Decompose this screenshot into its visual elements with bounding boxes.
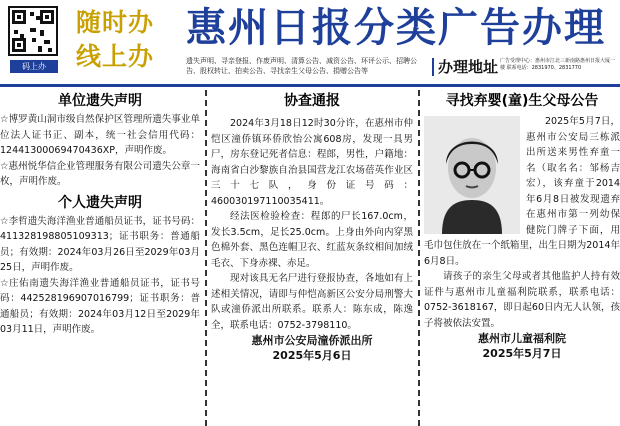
investigation-notice-column xyxy=(211,90,413,426)
abandoned-child-heading: 寻找弃婴(童)生父母公告 xyxy=(445,93,599,109)
lost-notice: ☆惠州悦华信企业管理服务有限公司遗失公章一枚，声明作废。 xyxy=(0,160,200,187)
notice-paragraph: 经法医检验检查：程郎的尸长167.0cm，发长3.5cm，足长25.0cm。上身由外向内穿黑色棉外套、黑色连帽卫衣、红蓝灰条纹相间加绒毛衣、下身赤裸、赤足。 xyxy=(211,211,413,269)
page-title: 惠州日报分类广告办理 xyxy=(186,4,606,51)
qr-caption: 码上办 xyxy=(10,60,58,73)
child-photo xyxy=(424,116,520,234)
unit-lost-heading: 单位遗失声明 xyxy=(58,93,142,109)
notice-paragraph: 2025年5月7日，惠州市公安局三栋派出所送来男性弃童一名（取名名：邹杨吉宏），该弃童于2014年6月8日被发现遗弃在惠州市第一列幼保健院门牌子下面，用毛巾包住放在一个纸箱里，出生日期为2014年6月8日。 xyxy=(424,116,620,267)
notice-paragraph: 2024年3月18日12时30分许，在惠州市仲恺区潼侨镇环侨欣怡公寓608房，发现一具男尸，房东登记死者信息：程郎，男性，户籍地：海南省白沙黎族自治县国营龙江农场蓓英作业区三十七队，身份证号码：460030197110035411。 xyxy=(211,118,413,207)
column-divider-1 xyxy=(205,90,207,426)
issue-date: 2025年5月6日 xyxy=(272,349,352,362)
lost-declarations-column xyxy=(0,90,200,426)
lost-notice: ☆李哲遗失海洋渔业普通船员证书，证书号码：411328198805109313；证书职务：普通船员；有效期：2024年03月26日至2029年03月25日，声明作废。 xyxy=(0,215,200,273)
address-label: 办理地址 xyxy=(432,58,498,76)
newspaper-header xyxy=(0,0,620,88)
abandoned-child-column xyxy=(424,90,620,426)
issuer-signature: 惠州市儿童福利院 xyxy=(478,332,566,345)
lost-notice: ☆博罗黄山洞市级自然保护区管理所遗失事业单位法人证书正、副本，统一社会信用代码：12441300069470436XP，声明作废。 xyxy=(0,114,200,156)
notice-paragraph: 请孩子的亲生父母或者其他监护人持有效证件与惠州市儿童福利院联系，联系电话：0752-3618167，即日起60日内无人认领，孩子将被依法安置。 xyxy=(424,271,620,329)
contact-info: 广告受理中心：惠州市江北三新南路惠州日报大厦一楼 联系电话：2831970、2831770 xyxy=(500,58,616,71)
qr-code-icon[interactable] xyxy=(8,6,58,56)
issuer-signature: 惠州市公安局潼侨派出所 xyxy=(251,334,373,347)
personal-lost-heading: 个人遗失声明 xyxy=(58,194,142,211)
slogan-line-1: 随时办 xyxy=(76,8,155,37)
column-divider-2 xyxy=(418,90,420,426)
slogan xyxy=(76,6,172,74)
lost-notice: ☆庄佑南遗失海洋渔业普通船员证书，证书号码：442528196907016799；证书职务：普通船员；有效期：2024年03月12日至2029年03月11日，声明作废。 xyxy=(0,277,200,335)
issue-date: 2025年5月7日 xyxy=(482,347,562,360)
notice-paragraph: 现对该具无名尸进行登报协查，各地如有上述相关情况，请即与仲恺高新区公安分局刑警大队或潼侨派出所联系。联系人：陈东成，陈逸全，联系电话：0752-3798110。 xyxy=(211,273,413,331)
header-divider xyxy=(0,84,620,87)
investigation-heading: 协查通报 xyxy=(284,93,340,109)
slogan-line-2: 线上办 xyxy=(76,42,155,71)
ad-categories: 遗失声明、寻亲登报、作废声明、清算公告、减资公告、环评公示、招聘公告、股权转让、拍卖公告、寻找亲生父母公告、捐赠公告等 xyxy=(186,57,417,75)
